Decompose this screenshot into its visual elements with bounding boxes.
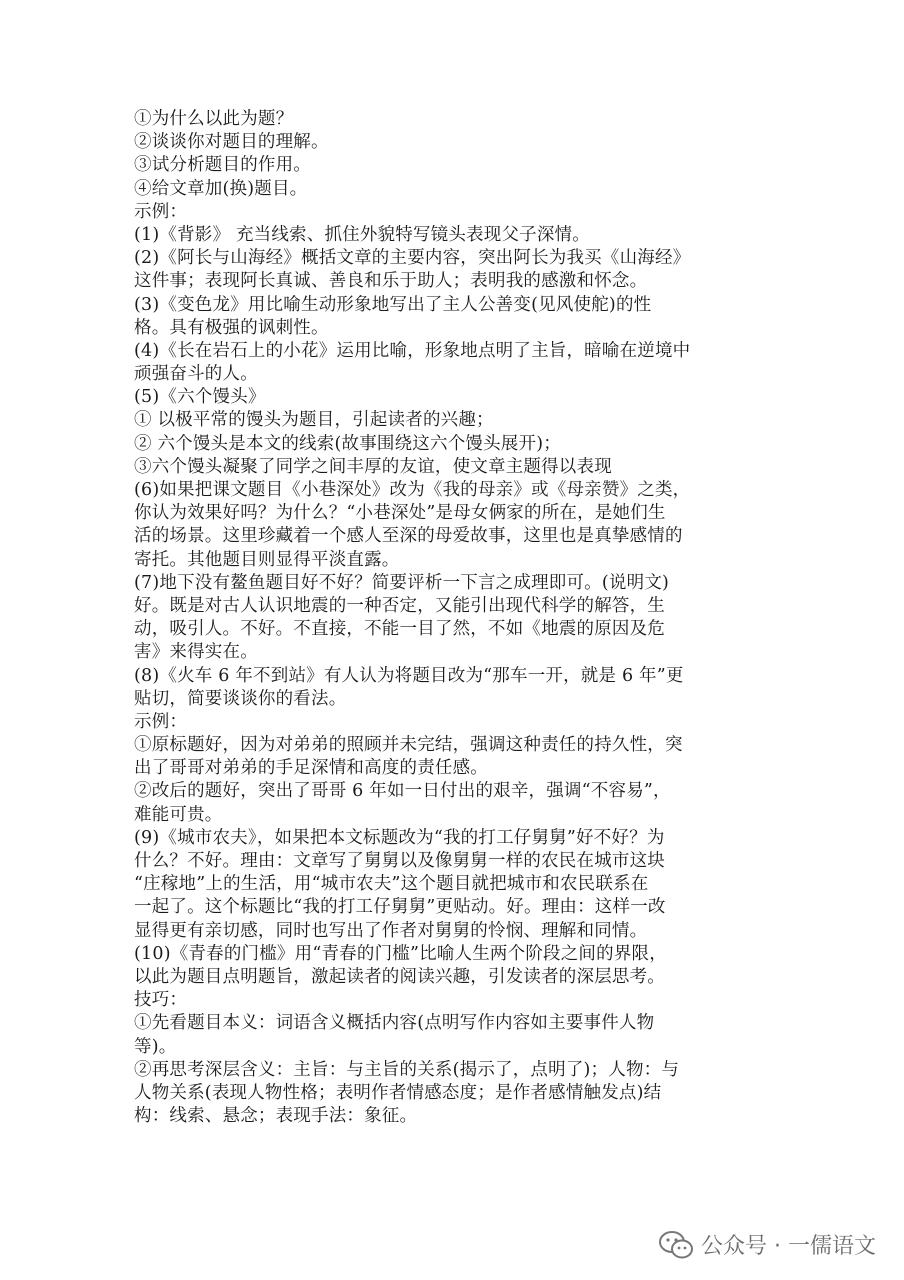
text-line: 难能可贵。 [134, 804, 223, 825]
watermark-text: 公众号 · 一儒语文 [701, 1234, 876, 1259]
text-line: 贴切，简要谈谈你的看法。 [134, 688, 347, 709]
text-line: 什么？不好。理由：文章写了舅舅以及像舅舅一样的农民在城市这块 [134, 851, 665, 871]
text-line: ③试分析题目的作用。 [134, 155, 311, 176]
text-line: (2)《阿长与山海经》概括文章的主要内容，突出阿长为我买《山海经》 [134, 248, 691, 269]
text-line: 一起了。这个标题比“我的打工仔舅舅”更贴动。好。理由：这样一改 [134, 897, 666, 918]
text-line: ③六个馒头凝聚了同学之间丰厚的友谊，使文章主题得以表现 [134, 456, 612, 477]
text-line: ① 以极平常的馒头为题目，引起读者的兴趣； [134, 410, 494, 431]
text-line: (8)《火车 6 年不到站》有人认为将题目改为“那车一开，就是 6 年”更 [134, 665, 684, 686]
text-line: 出了哥哥对弟弟的手足深情和高度的责任感。 [134, 758, 488, 779]
text-line: 显得更有亲切感，同时也写出了作者对舅舅的怜悯、理解和同情。 [134, 920, 648, 941]
text-line: ②再思考深层含义：主旨：与主旨的关系(揭示了，点明了)；人物：与 [134, 1059, 680, 1080]
text-line: 动，吸引人。不好。不直接，不能一目了然，不如《地震的原因及危 [134, 619, 665, 640]
text-line: ①原标题好，因为对弟弟的照顾并未完结，强调这种责任的持久性，突 [134, 735, 683, 756]
wechat-icon [659, 1230, 693, 1260]
document-body [134, 108, 774, 1128]
text-line: 示例： [134, 711, 188, 732]
text-line: (7)地下没有鳌鱼题目好不好？简要评析一下言之成理即可。(说明文) [134, 572, 670, 593]
text-line: (3)《变色龙》用比喻生动形象地写出了主人公善变(见风使舵)的性 [134, 294, 652, 315]
text-line: 示例： [134, 201, 188, 222]
text-line: “庄稼地”上的生活，用“城市农夫”这个题目就把城市和农民联系在 [134, 874, 649, 895]
text-line: ④给文章加(换)题目。 [134, 178, 308, 199]
text-line: 构：线索、悬念；表现手法：象征。 [134, 1106, 418, 1127]
text-line: (4)《长在岩石上的小花》运用比喻，形象地点明了主旨，暗喻在逆境中 [134, 340, 691, 361]
text-line: 活的场景。这里珍藏着一个感人至深的母爱故事，这里也是真挚感情的 [134, 526, 683, 547]
text-line: 人物关系(表现人物性格；表明作者情感态度；是作者感情触发点)结 [134, 1082, 662, 1103]
text-line: (9)《城市农夫》，如果把本文标题改为“我的打工仔舅舅”好不好？为 [134, 827, 665, 848]
text-line: ①为什么以此为题？ [134, 109, 294, 129]
text-line: 等)。 [134, 1036, 177, 1057]
text-line: 格。具有极强的讽刺性。 [134, 317, 329, 338]
text-line: 这件事；表现阿长真诚、善良和乐于助人；表明我的感激和怀念。 [134, 271, 648, 292]
text-line: 好。既是对古人认识地震的一种否定，又能引出现代科学的解答，生 [134, 595, 665, 616]
watermark [659, 1229, 876, 1260]
text-line: ② 六个馒头是本文的线索(故事围绕这六个馒头展开)； [134, 433, 561, 454]
text-line: (5)《六个馒头》 [134, 387, 266, 408]
text-line: ①先看题目本义：词语含义概括内容(点明写作内容如主要事件人物 [134, 1013, 655, 1034]
text-line: 你认为效果好吗？为什么？“小巷深处”是母女俩家的所在，是她们生 [134, 503, 666, 524]
text-line: 以此为题目点明题旨，激起读者的阅读兴趣，引发读者的深层思考。 [134, 966, 665, 987]
text-line: 顽强奋斗的人。 [134, 364, 258, 385]
text-line: (6)如果把课文题目《小巷深处》改为《我的母亲》或《母亲赞》之类， [134, 480, 691, 500]
text-line: 寄托。其他题目则显得平淡直露。 [134, 549, 400, 570]
text-line: 技巧： [134, 990, 188, 1011]
text-line: 害》来得实在。 [134, 642, 258, 663]
text-line: (1)《背影》 充当线索、抓住外貌特写镜头表现父子深情。 [134, 224, 590, 245]
text-line: ②谈谈你对题目的理解。 [134, 132, 329, 153]
text-line: (10)《青春的门槛》用“青春的门槛”比喻人生两个阶段之间的界限， [134, 943, 667, 964]
text-line: ②改后的题好，突出了哥哥 6 年如一日付出的艰辛，强调“不容易”， [134, 781, 671, 802]
